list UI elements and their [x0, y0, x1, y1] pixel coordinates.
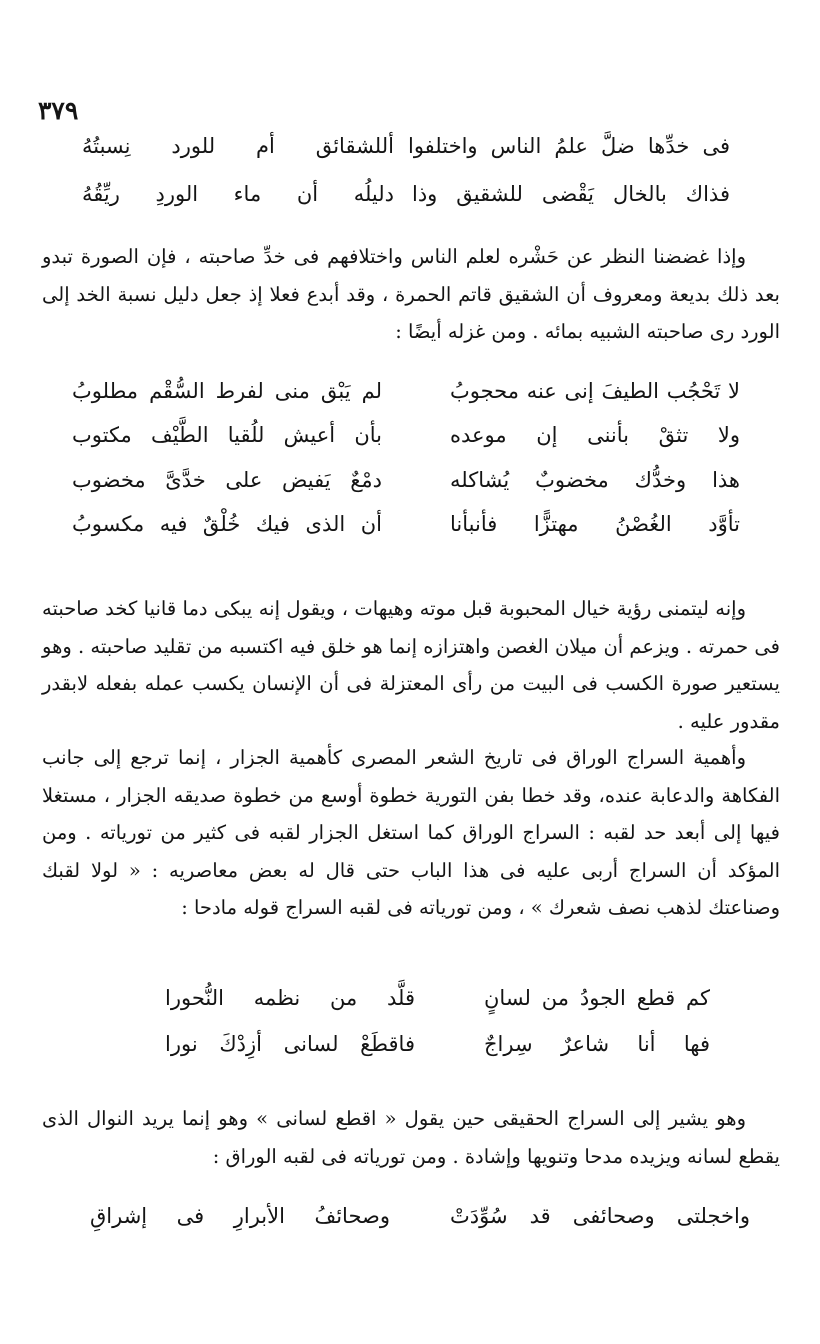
paragraph-text: وأهمية السراج الوراق فى تاريخ الشعر المصرى كأهمية الجزار ، إنما ترجع إلى جانب الفكاهة والدعابة عنده، وقد خطا بفن التورية خطوة أوسع من خطوة صديقه الجزار ، مستغلا فيها إلى أبعد حد لقبه : السراج الوراق كما استغل الجزار لقبه فى كثير من تورياته . ومن المؤكد أن السراج أربى عليه فى هذا الباب حتى قال له بعض معاصريه : « لولا لقبك وصناعتك لذهب نصف شعرك » ، ومن تورياته فى لقبه السراج قوله مادحا : — [42, 746, 780, 919]
verse-hemistich-right: فذاك بالخال يَقْضى للشقيق وذا — [412, 182, 730, 206]
verse-line — [82, 134, 730, 162]
paragraph-text: وإنه ليتمنى رؤية خيال المحبوبة قبل موته وهيهات ، ويقول إنه يبكى دما قانيا كخد صاحبته فى حمرته . ويزعم أن ميلان الغصن واهتزازه إنما هو خلق فيه اكتسبه من تقليد صاحبته . وهو يستعير صورة الكسب فى البيت من رأى المعتزلة فى أن الإنسان يكسب عمله بفعله لابقدر مقدور عليه . — [42, 597, 780, 733]
verse-hemistich-left: قلَّد من نظمه النُّحورا — [165, 986, 415, 1010]
verse-hemistich-left: دمْعٌ يَفيض على خدَّىَّ مخضوب — [72, 468, 382, 492]
verse-line — [165, 986, 710, 1014]
paragraph — [42, 590, 780, 740]
verse-hemistich-right: فها أنا شاعرٌ سِراجٌ — [484, 1032, 710, 1056]
verse-hemistich-right: فى خدِّها ضلَّ علمُ الناس واختلفوا — [408, 134, 730, 158]
verse-line — [82, 182, 730, 210]
verse-hemistich-left: بأن أعيش للُقيا الطَّيْف مكتوب — [72, 423, 382, 447]
verse-hemistich-right: كم قطع الجودُ من لسانٍ — [484, 986, 710, 1010]
verse-line — [72, 423, 740, 451]
verse-hemistich-right: هذا وخدُّك مخضوبٌ يُشاكله — [450, 468, 740, 492]
paragraph — [42, 238, 780, 351]
verse-line — [72, 468, 740, 496]
paragraph-text: وهو يشير إلى السراج الحقيقى حين يقول « اقطع لسانى » وهو إنما يريد النوال الذى يقطع لسانه ويزيده مدحا وتنويها وإشادة . ومن تورياته فى لقبه الوراق : — [42, 1107, 780, 1168]
verse-hemistich-right: واخجلتى وصحائفى قد سُوِّدَتْ — [450, 1204, 750, 1228]
verse-line — [72, 379, 740, 407]
verse-hemistich-left: فاقطَعْ لسانى أزِدْكَ نورا — [165, 1032, 415, 1056]
verse-line — [165, 1032, 710, 1060]
verse-hemistich-right: لا تَحْجُب الطيفَ إنى عنه محجوبُ — [450, 379, 740, 403]
verse-line — [72, 512, 740, 540]
verse-hemistich-left: وصحائفُ الأبرارِ فى إشراقِ — [90, 1204, 390, 1228]
verse-hemistich-right: تأوَّد الغُصْنُ مهتزًّا فأنبأنا — [450, 512, 740, 536]
paragraph — [42, 739, 780, 927]
paragraph — [42, 1100, 780, 1175]
verse-hemistich-left: أن الذى فيك خُلْقٌ فيه مكسوبُ — [72, 512, 382, 536]
verse-hemistich-left: لم يَبْق منى لفرط السُّقْم مطلوبُ — [72, 379, 382, 403]
verse-hemistich-left: أللشقائق أم للورد نِسبتُهُ — [82, 134, 394, 158]
verse-hemistich-right: ولا تثقْ بأننى إن موعده — [450, 423, 740, 447]
verse-line — [90, 1204, 750, 1232]
page-number: ٣٧٩ — [38, 96, 79, 125]
paragraph-text: وإذا غضضنا النظر عن حَشْره لعلم الناس واختلافهم فى خدِّ صاحبته ، فإن الصورة تبدو بعد ذلك بديعة ومعروف أن الشقيق قاتم الحمرة ، وقد أبدع فعلا إذ جعل دليل نسبة الخد إلى الورد رى صاحبته الشبيه بمائه . ومن غزله أيضًا : — [42, 245, 780, 343]
verse-hemistich-left: دليلُه أن ماء الوردِ ريِّقُهُ — [82, 182, 394, 206]
